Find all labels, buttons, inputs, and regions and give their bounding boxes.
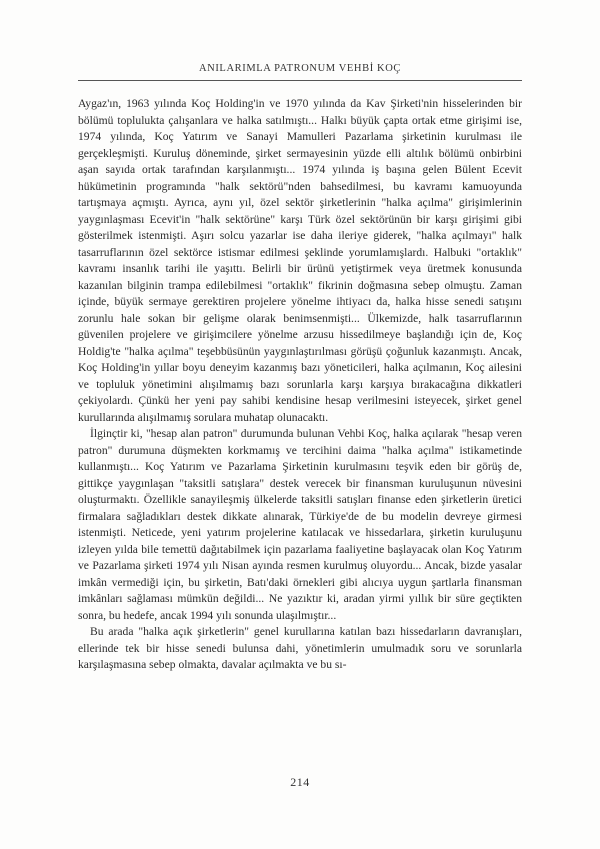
paragraph: Bu arada "halka açık şirketlerin" genel kurullarına katılan bazı hissedarların davranışları, ellerinde tek bir hisse senedi bulunsa dahi, yönetimlerin umulmadık soru ve sorunlarla karşılaşmasına sebep olmakta, davalar açılmakta ve bu sı- [78, 625, 522, 671]
header-divider [78, 80, 522, 81]
running-header: ANILARIMLA PATRONUM VEHBİ KOÇ [198, 63, 402, 74]
paragraph: Aygaz'ın, 1963 yılında Koç Holding'in ve 1970 yılında da Kav Şirketi'nin hisselerinden bir bölümü toplulukta çalışanlara ve halka satılmıştı... Halkı büyük çapta ortak etme girişimi ise, 1974 yılında, Koç Yatırım ve Sanayi Mamulleri Pazarlama şirketinin kurulması ile gerçekleşmişti. Kuruluş döneminde, şirket sermayesinin yüzde elli altılık bölümü onbirbini aşan sayıda ortak tarafından karşılanmıştı... 1974 yılında iş başına gelen Bülent Ecevit hükümetinin programında "halk sektörü"nden bahsedilmesi, bu kavramı kamuoyunda tartışmaya açmıştı. Ayrıca, aynı yıl, özel sektör şirketlerinin "halka açılma" girişimlerinin yaygınlaşması Ecevit'in "halk sektörüne" karşı Türk özel sektörünün bir karşı girişimi gibi gösterilmek istenmişti. Aşırı solcu yazarlar ise daha ileriye giderek, "halka açılmayı" halk tasarruflarının özel sektörce istismar edilmesi şeklinde yorumlamışlardı. Halbuki "ortaklık" kavramı insanlık tarihi ile yaşıttı. Belirli bir ürünü yetiştirmek veya üretmek konusunda kazanılan bilginin trampa edilebilmesi "ortaklık" fikrinin doğmasına sebep olmuştu. Zaman içinde, büyük sermaye gerektiren projelere yönelme ihtiyacı da, halka hisse senedi satışını zorunlu hale sokan bir gelişme olarak benimsenmişti... Ülkemizde, halk tasarruflarının güvenilen projelere ve girişimcilere yönelme arzusu hissedilmeye başlandığı için de, Koç Holdig'te "halka açılma" teşebbüsünün yaygınlaştırılması görüşü çoğunluk kazanmıştı. Ancak, Koç Holding'in yıllar boyu deneyim kazanmış bazı yöneticileri, halka açılmanın, Koç ailesini ve topluluk yönetimini alışılmamış bazı sorunlarla karşı karşıya bırakacağına dikkatleri çekiyolardı. Çünkü her yeni pay sahibi kendisine hesap verilmesini isteyecek, şirket genel kurullarında alışılmamış sorulara muhatap olunacaktı. [78, 97, 522, 424]
page-number: 214 [290, 775, 310, 789]
body-text [78, 96, 522, 674]
paragraph: İlginçtir ki, "hesap alan patron" durumunda bulunan Vehbi Koç, halka açılarak "hesap veren patron" durumuna düşmekten korkmamış ve tercihini daima "halka açılma" istikametinde kullanmıştı... Koç Yatırım ve Pazarlama Şirketinin kurulmasını teşvik eden bir görüş de, gittikçe yaygınlaşan "taksitli satışlara" destek verecek bir finansman kuruluşunun nüvesini oluşturmaktı. Özellikle sanayileşmiş ülkelerde taksitli satışları finanse eden şirketlerin üretici firmalara sağladıkları destek dikkate alınarak, Türkiye'de de bu modelin devreye girmesi istenmişti. Neticede, yeni yatırım projelerine katılacak ve hissedarlara, şirketin kuruluşunu izleyen yılda bile temettü dağıtabilmek için pazarlama faaliyetine başlayacak olan Koç Yatırım ve Pazarlama şirketi 1974 yılı Nisan ayında resmen kurulmuş oluyordu... Ancak, bizde yasalar imkân vermediği için, bu şirketin, Batı'daki örnekleri gibi alıcıya uygun şartlarla finansman imkânları sağlaması mümkün değildi... Ne yazıktır ki, aradan yirmi yıllık bir süre geçtikten sonra, bu hedefe, ancak 1994 yılı sonunda ulaşılmıştır... [78, 427, 522, 622]
